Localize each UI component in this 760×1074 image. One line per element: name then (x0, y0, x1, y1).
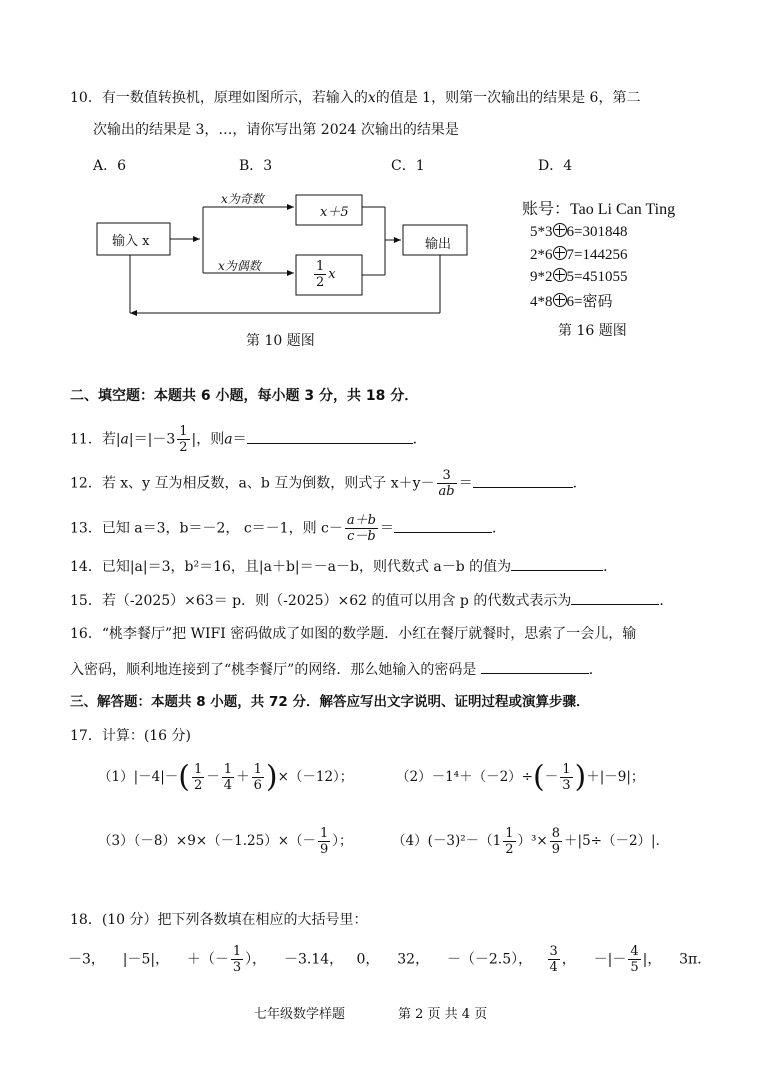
cipher-left: 4*8 (530, 294, 553, 310)
q16-stop: ． (588, 662, 603, 678)
section2-title: 二、填空题：本题共 6 小题，每小题 3 分，共 18 分． (70, 388, 419, 404)
cipher-right: 6=301848 (566, 224, 628, 240)
q11-stop: ． (412, 431, 427, 448)
q17-p1-a: （1）|－4|－ (98, 769, 179, 785)
q16-caption: 第 16 题图 (558, 323, 627, 339)
q13-frac-num: a＋b (346, 513, 376, 528)
q16-text: 入密码，顺利地连接到了“桃李餐厅”的网络．那么她输入的密码是 (70, 662, 477, 678)
q18-number: 3π． (679, 951, 712, 968)
half-label (312, 259, 336, 290)
q18-number: ， (561, 951, 576, 968)
q18-number: 0， (356, 951, 380, 968)
cipher-row (530, 223, 627, 241)
frac-num: 1 (194, 762, 203, 777)
q18-number: ）， (245, 951, 267, 968)
q10-caption: 第 10 题图 (246, 333, 315, 349)
q10-option-a: A．6 (93, 158, 127, 174)
plus-sign: ＋ (236, 769, 250, 785)
cipher-left: 9*2 (530, 269, 553, 285)
half-var: x (328, 267, 336, 282)
frac-num: 1 (232, 944, 242, 959)
circle-plus-icon (553, 246, 567, 260)
q18-title: 18．(10 分）把下列各数填在相应的大括号里： (70, 912, 368, 928)
q11: 11．若|a|＝|－3 $\frac{1}{2}$ |，则a＝ ． (70, 424, 427, 455)
q14-stop: ． (603, 559, 618, 575)
q16-line1: 16．“桃李餐厅”把 WIFI 密码做成了如图的数学题．小红在餐厅就餐时，思索了一会儿，输 (70, 626, 637, 642)
q18-number: －（－2.5）， (446, 951, 533, 968)
q10-flow-diagram (90, 185, 480, 330)
frac-den: 2 (505, 842, 514, 857)
frac-num: 1 (253, 762, 262, 777)
q10-line2: 次输出的结果是 3，…，请你写出第 2024 次输出的结果是 (93, 122, 459, 138)
cipher-right: 6=密码 (566, 294, 613, 310)
q11-answer-blank[interactable] (247, 429, 413, 444)
q17-title: 17．计算：(16 分) (70, 728, 192, 744)
frac-num: 1 (562, 762, 571, 777)
q13-frac-den: c－b (347, 529, 376, 544)
q17-part2: （2）－1⁴＋（－2）÷(－ $\frac{1}{3}$ )＋|－9|； (396, 759, 645, 795)
frac-num: 1 (505, 826, 514, 841)
q14-text: 14．已知|a|＝3，b²＝16，且|a＋b|＝－a－b，则代数式 a－b 的值为 (70, 559, 512, 575)
q14 (70, 556, 617, 577)
q10-text-b: 的值是 1，则第一次输出的结果是 6，第二 (375, 90, 641, 106)
circle-plus-icon (553, 293, 567, 307)
q18-number: ＋（－ (186, 951, 229, 968)
q18-number: 32， (397, 951, 430, 968)
frac-den: 4 (223, 778, 233, 793)
q18-number: |， (642, 951, 662, 968)
q17-p3-a: （3）（－8）×9×（－1.25）×（－ (98, 833, 317, 849)
q12-frac-num: 3 (437, 468, 457, 484)
cipher-left: 2*6 (530, 247, 553, 263)
footer-page: 第 2 页 共 4 页 (398, 1007, 488, 1022)
circle-plus-icon (553, 268, 567, 282)
output-label: 输出 (425, 237, 452, 252)
cipher-row (530, 290, 612, 311)
cipher-left: 5*3 (530, 224, 553, 240)
frac-den: 6 (253, 778, 262, 793)
q17-p2-b: ＋|－9|； (586, 769, 645, 785)
q18-number: |－5|， (122, 951, 170, 968)
add-five-label: x＋5 (320, 205, 349, 220)
q11-frac-num: 1 (179, 424, 188, 439)
q18-numbers (68, 944, 711, 975)
q15-answer-blank[interactable] (571, 590, 659, 605)
frac-den: 4 (549, 960, 558, 975)
q12-eq: ＝ (458, 475, 473, 492)
q18-number: －3， (68, 951, 105, 968)
q12 (70, 468, 587, 499)
frac-den: 3 (562, 778, 571, 793)
input-label: 输入 x (112, 234, 150, 249)
frac-den: 9 (551, 842, 561, 857)
q17-p3-b: ）； (332, 833, 353, 849)
q10-text-a: 10．有一数值转换机，原理如图所示，若输入的 (70, 90, 368, 106)
q11-end: |，则 (191, 431, 225, 448)
frac-num: 3 (549, 944, 558, 959)
cipher-right: 7=144256 (566, 247, 628, 263)
frac-den: 3 (232, 960, 242, 975)
q12-answer-blank[interactable] (473, 473, 573, 488)
q15 (70, 590, 673, 611)
frac-num: 1 (320, 826, 329, 841)
q18-number: －|－ (593, 951, 627, 968)
q13 (70, 513, 506, 544)
q13-eq: ＝ (379, 520, 394, 537)
q17-p1-b: ×（－12）； (277, 769, 354, 785)
footer-left: 七年级数学样题 (254, 1007, 346, 1022)
frac-num: 1 (223, 762, 233, 777)
minus-sign: － (206, 769, 220, 785)
cipher-row (530, 268, 627, 286)
odd-condition-label: x为奇数 (221, 192, 264, 206)
q11-mid: |＝|－3 (128, 431, 176, 448)
wifi-account: 账号：Tao Li Can Ting (522, 201, 676, 218)
q12-frac-den: ab (438, 484, 455, 499)
q11-eq: ＝ (232, 431, 247, 448)
circle-plus-icon (553, 223, 567, 237)
q18-number: －3.14， (283, 951, 344, 968)
half-den: 2 (316, 275, 325, 290)
q11-prefix: 11．若| (70, 431, 121, 448)
q17-p2-a: （2）－1⁴＋（－2）÷ (396, 769, 533, 785)
q17-p4-b: ）³× (517, 833, 548, 849)
q17-p4-c: ＋|5÷（－2）|． (564, 833, 670, 849)
q10-option-d: D．4 (538, 158, 573, 174)
q13-stop: ． (491, 520, 506, 537)
q13-answer-blank[interactable] (394, 518, 492, 533)
frac-num: 4 (630, 944, 639, 959)
q10-option-b: B．3 (239, 158, 273, 174)
cipher-right: 5=451055 (566, 269, 628, 285)
minus-sign: － (544, 769, 559, 785)
q10-option-c: C．1 (391, 158, 425, 174)
frac-num: 8 (551, 826, 561, 841)
q13-text: 13．已知 a＝3，b＝－2， c＝－1，则 c－ (70, 520, 343, 537)
q10-line1 (70, 88, 640, 108)
q17-part1: （1）|－4|－( $\frac{1}{2}$ － $\frac{1}{4}$ ＋ $\frac{1}{6}$ )×（－12）； (98, 759, 354, 795)
q12-text: 12．若 x、y 互为相反数，a、b 互为倒数，则式子 x＋y－ (70, 475, 435, 492)
frac-den: 2 (194, 778, 203, 793)
q14-answer-blank[interactable] (511, 556, 603, 571)
q16-answer-blank[interactable] (481, 659, 589, 674)
section3-title: 三、解答题：本题共 8 小题，共 72 分．解答应写出文字说明、证明过程或演算步骤． (70, 694, 590, 710)
even-condition-label: x为偶数 (218, 259, 261, 273)
q12-stop: ． (572, 475, 587, 492)
half-num: 1 (316, 259, 325, 274)
q17-p4-a: （4）(－3)²－（1 (392, 833, 502, 849)
q15-stop: ． (659, 593, 674, 609)
q10-var: x (367, 90, 376, 106)
q17-part4 (392, 826, 669, 857)
q11-frac-den: 2 (179, 440, 188, 455)
q16-line2 (70, 659, 603, 680)
cipher-row (530, 246, 627, 264)
frac-den: 9 (320, 842, 329, 857)
frac-den: 5 (630, 960, 639, 975)
q17-part3 (98, 826, 353, 857)
q15-text: 15．若（-2025）×63＝ p．则（-2025）×62 的值可以用含 p 的代数式表示为 (70, 593, 572, 609)
